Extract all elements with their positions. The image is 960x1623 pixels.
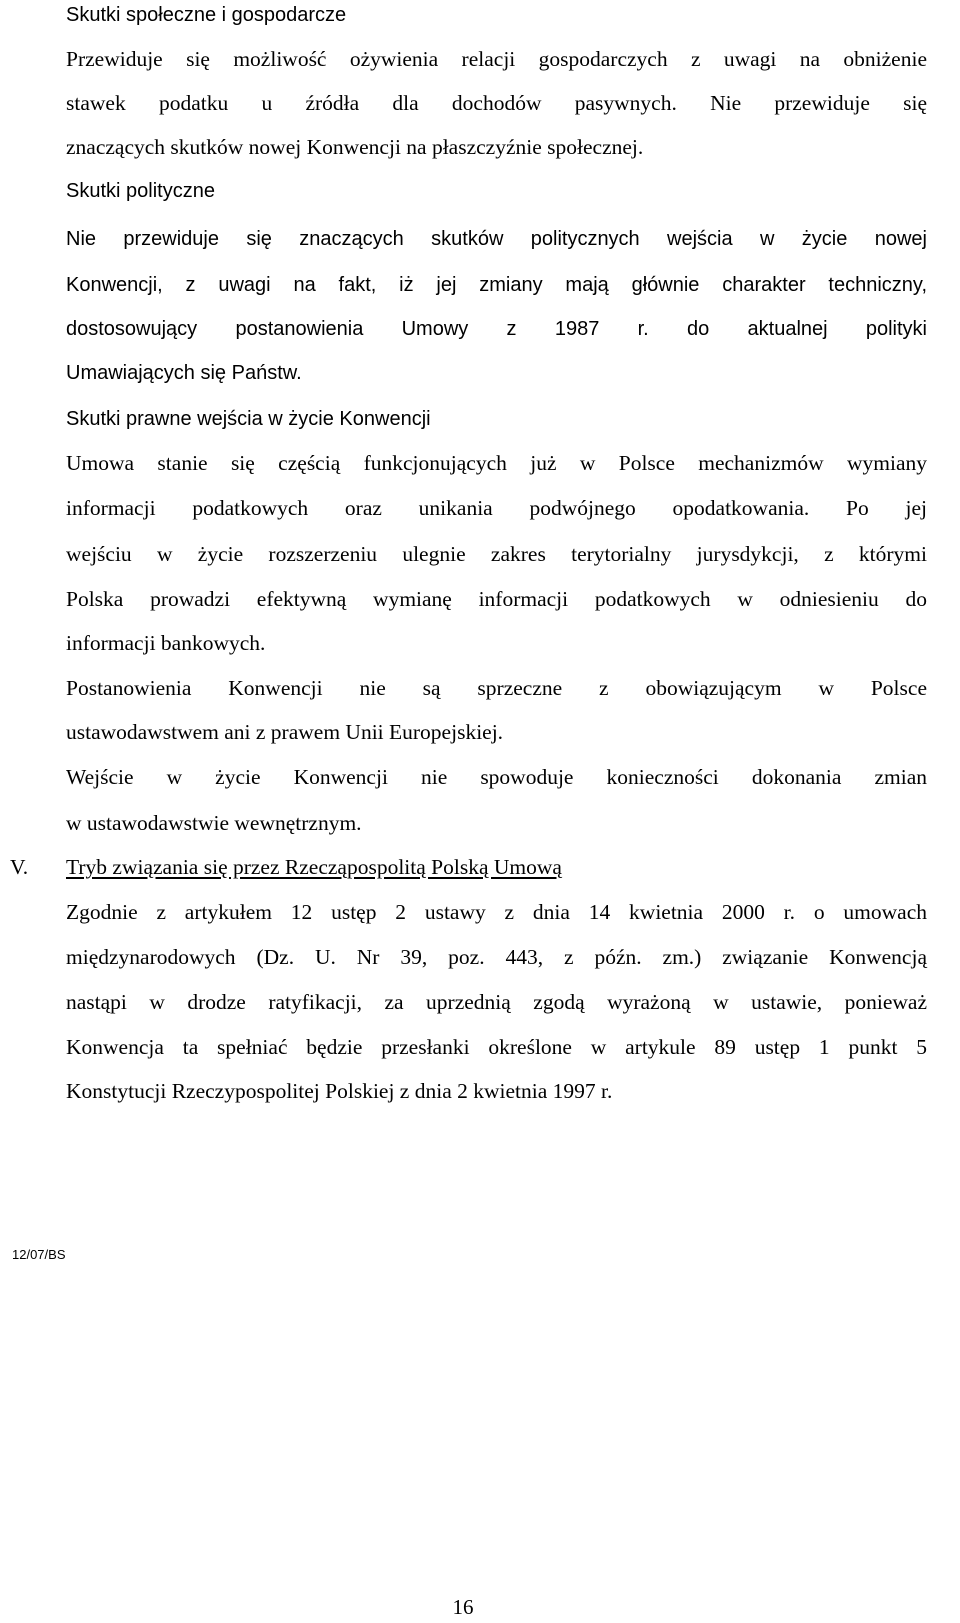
heading-political-effects: Skutki polityczne bbox=[66, 180, 215, 202]
paragraph-line: Umawiających się Państw. bbox=[66, 362, 302, 384]
paragraph-line: informacji podatkowych oraz unikania podwójnego opodatkowania. Po jej bbox=[66, 496, 927, 520]
page-number: 16 bbox=[452, 1595, 474, 1619]
paragraph-line: Umowa stanie się częścią funkcjonujących już w Polsce mechanizmów wymiany bbox=[66, 451, 927, 475]
paragraph-line: Konwencja ta spełniać będzie przesłanki określone w artykule 89 ustęp 1 punkt 5 bbox=[66, 1035, 927, 1059]
section-numeral: V. bbox=[10, 855, 29, 879]
paragraph-line: Wejście w życie Konwencji nie spowoduje konieczności dokonania zmian bbox=[66, 765, 927, 789]
heading-legal-effects: Skutki prawne wejścia w życie Konwencji bbox=[66, 408, 431, 430]
paragraph-line: w ustawodawstwie wewnętrznym. bbox=[66, 811, 362, 835]
paragraph-line: wejściu w życie rozszerzeniu ulegnie zakres terytorialny jurysdykcji, z którymi bbox=[66, 542, 927, 566]
paragraph-line: znaczących skutków nowej Konwencji na płaszczyźnie społecznej. bbox=[66, 135, 644, 159]
paragraph-line: stawek podatku u źródła dla dochodów pasywnych. Nie przewiduje się bbox=[66, 91, 927, 115]
paragraph-line: informacji bankowych. bbox=[66, 631, 266, 655]
paragraph-line: Konwencji, z uwagi na fakt, iż jej zmiany mają głównie charakter techniczny, bbox=[66, 274, 927, 296]
document-code: 12/07/BS bbox=[12, 1247, 66, 1262]
paragraph-line: Postanowienia Konwencji nie są sprzeczne z obowiązującym w Polsce bbox=[66, 676, 927, 700]
paragraph-line: międzynarodowych (Dz. U. Nr 39, poz. 443, z późn. zm.) związanie Konwencją bbox=[66, 945, 927, 969]
paragraph-line: nastąpi w drodze ratyfikacji, za uprzednią zgodą wyrażoną w ustawie, ponieważ bbox=[66, 990, 927, 1014]
section-title-text: Tryb związania się przez Rzecząpospolitą Polską Umową bbox=[66, 855, 562, 879]
paragraph-line: ustawodawstwem ani z prawem Unii Europejskiej. bbox=[66, 720, 504, 744]
paragraph-line: dostosowujący postanowienia Umowy z 1987 r. do aktualnej polityki bbox=[66, 318, 927, 340]
heading-social-effects: Skutki społeczne i gospodarcze bbox=[66, 4, 347, 26]
paragraph-line: Konstytucji Rzeczypospolitej Polskiej z dnia 2 kwietnia 1997 r. bbox=[66, 1079, 613, 1103]
paragraph-line: Polska prowadzi efektywną wymianę informacji podatkowych w odniesieniu do bbox=[66, 587, 927, 611]
paragraph-line: Nie przewiduje się znaczących skutków politycznych wejścia w życie nowej bbox=[66, 228, 927, 250]
paragraph-line: Zgodnie z artykułem 12 ustęp 2 ustawy z dnia 14 kwietnia 2000 r. o umowach bbox=[66, 900, 927, 924]
section-title bbox=[66, 852, 927, 882]
paragraph-line: Przewiduje się możliwość ożywienia relacji gospodarczych z uwagi na obniżenie bbox=[66, 47, 927, 71]
